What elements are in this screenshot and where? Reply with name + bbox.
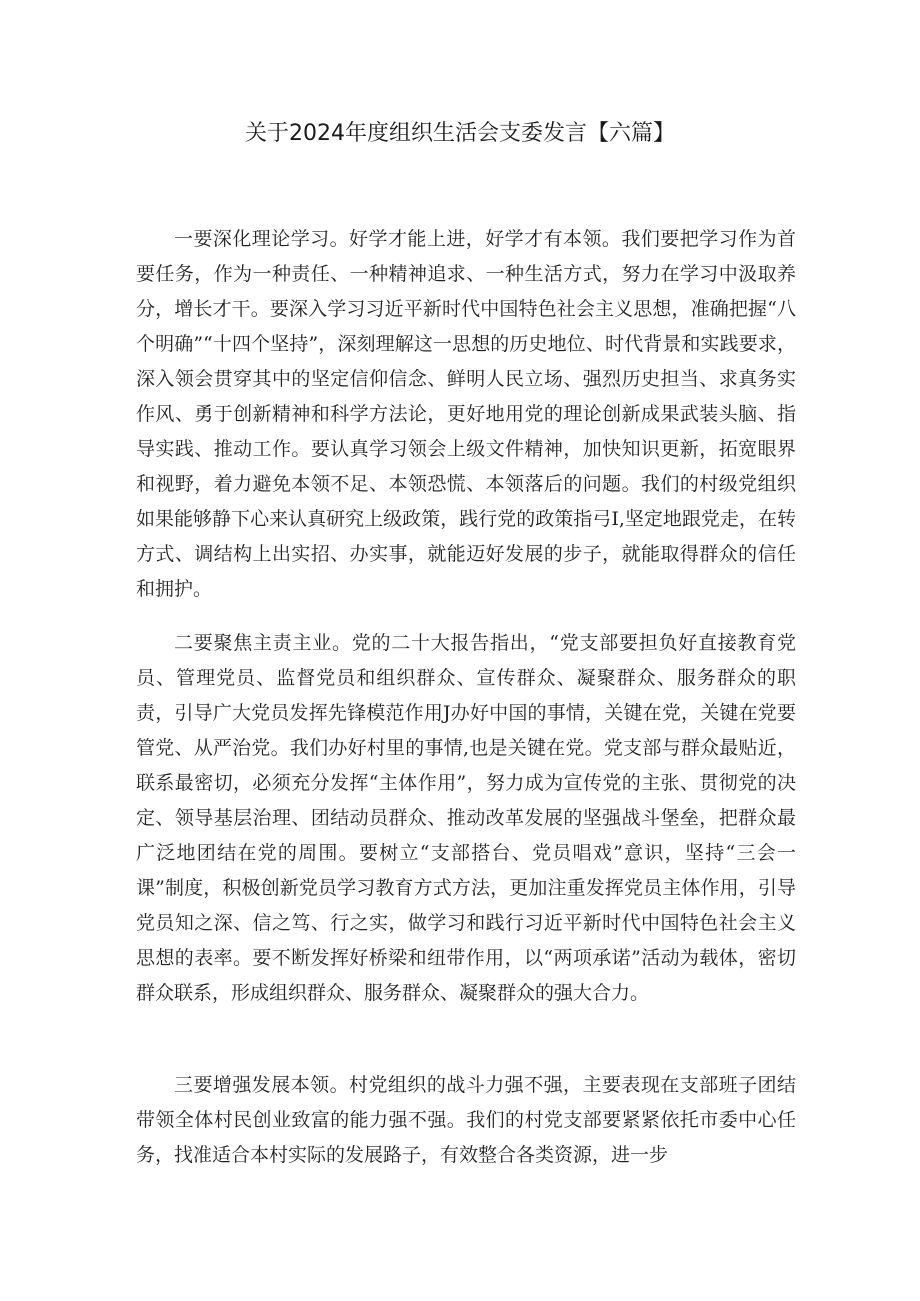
paragraph-1: 一要深化理论学习。好学才能上进，好学才有本领。我们要把学习作为首要任务，作为一种责任、一种精神追求、一种生活方式，努力在学习中汲取养分，增长才干。要深入学习习近平新时代中国特色社会主义思想，准确把握“八个明确”“十四个坚持”，深刻理解这一思想的历史地位、时代背景和实践要求，深入领会贯穿其中的坚定信仰信念、鲜明人民立场、强烈历史担当、求真务实作风、勇于创新精神和科学方法论，更好地用党的理论创新成果武装头脑、指导实践、推动工作。要认真学习领会上级文件精神，加快知识更新，拓宽眼界和视野，着力避免本领不足、本领恐慌、本领落后的问题。我们的村级党组织如果能够静下心来认真研究上级政策，践行党的政策指弓I,坚定地跟党走，在转方式、调结构上出实招、办实事，就能迈好发展的步子，就能取得群众的信任和拥护。 [136, 228, 796, 600]
paragraph-3: 三要增强发展本领。村党组织的战斗力强不强，主要表现在支部班子团结带领全体村民创业致富的能力强不强。我们的村党支部要紧紧依托市委中心任务，找准适合本村实际的发展路子，有效整合各类资源，进一步 [136, 1074, 796, 1166]
document-title: 关于2024年度组织生活会支委发言【六篇】 [245, 121, 675, 146]
paragraph-2: 二要聚焦主责主业。党的二十大报告指出，“党支部要担负好直接教育党员、管理党员、监督党员和组织群众、宣传群众、凝聚群众、服务群众的职责，引导广大党员发挥先锋模范作用J办好中国的事情，关键在党，关键在党要管党、从严治党。我们办好村里的事情,也是关键在党。党支部与群众最贴近，联系最密切，必须充分发挥“主体作用”，努力成为宣传党的主张、贯彻党的决定、领导基层治理、团结动员群众、推动改革发展的坚强战斗堡垒，把群众最广泛地团结在党的周围。要树立“支部搭台、党员唱戏”意识，坚持“三会一课”制度，积极创新党员学习教育方式方法，更加注重发挥党员主体作用，引导党员知之深、信之笃、行之实，做学习和践行习近平新时代中国特色社会主义思想的表率。要不断发挥好桥梁和纽带作用，以“两项承诺”活动为载体，密切群众联系，形成组织群众、服务群众、凝聚群众的强大合力。 [136, 632, 796, 1004]
